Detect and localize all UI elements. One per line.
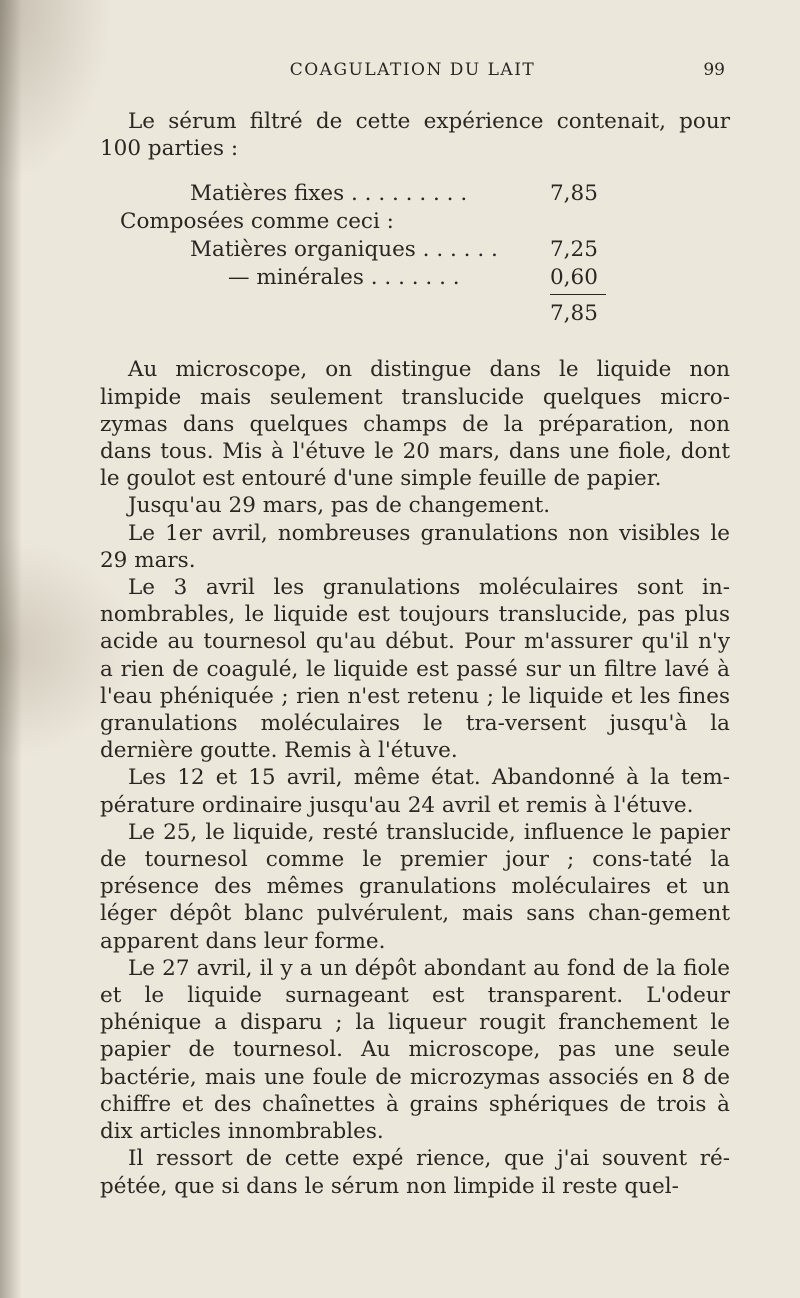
table-row [100, 236, 730, 263]
page-number: 99 [703, 60, 725, 80]
composition-table [100, 180, 730, 342]
paragraph: Au microscope, on distingue dans le liquide non limpide mais seulement translucide quelques micro-zymas dans quelques champs de la préparation, non dans tous. Mis à l'étuve le 20 mars, dans une fiole, dont le goulot est entouré d'une simple feuille de papier. [100, 357, 730, 492]
table-total-row [100, 300, 730, 327]
paragraph: Les 12 et 15 avril, même état. Abandonné à la tem-pérature ordinaire jusqu'au 24 avril et remis à l'étuve. [100, 765, 730, 818]
sum-rule [550, 294, 606, 295]
table-row-label: Matières organiques . . . . . . [190, 237, 498, 263]
table-row-value: 0,60 [550, 265, 598, 291]
paragraph: Le 3 avril les granulations moléculaires sont in-nombrables, le liquide est toujours translucide, pas plus acide au tournesol qu'au début. Pour m'assurer qu'il n'y a rien de coagulé, le liquide est passé sur un filtre lavé à l'eau phéniquée ; rien n'est retenu ; le liquide et les fines granulations moléculaires le tra-versent jusqu'à la dernière goutte. Remis à l'étuve. [100, 575, 730, 764]
table-row [100, 208, 730, 235]
table-row-label: Matières fixes . . . . . . . . . [190, 181, 468, 207]
paragraph: Le 25, le liquide, resté translucide, influence le papier de tournesol comme le premier jour ; cons-taté la présence des mêmes granulations moléculaires et un léger dépôt blanc pulvérulent, mais sans chan-gement apparent dans leur forme. [100, 819, 730, 954]
paragraph: Il ressort de cette expé rience, que j'ai souvent ré-pétée, que si dans le sérum non limpide il reste quel- [100, 1146, 730, 1199]
body-text [100, 108, 730, 1200]
table-total-value: 7,85 [550, 301, 598, 327]
table-row-value: 7,85 [550, 181, 598, 207]
paragraph: Le 1er avril, nombreuses granulations non visibles le 29 mars. [100, 520, 730, 573]
intro-paragraph: Le sérum filtré de cette expérience contenait, pour 100 parties : [100, 109, 730, 162]
table-row-value: 7,25 [550, 237, 598, 263]
paragraph: Le 27 avril, il y a un dépôt abondant au fond de la fiole et le liquide surnageant est transparent. L'odeur phénique a disparu ; la liqueur rougit franchement le papier de tournesol. Au microscope, pas une seule bactérie, mais une foule de microzymas associés en 8 de chiffre et des chaînettes à grains sphériques de trois à dix articles innombrables. [100, 955, 730, 1145]
table-row-label: Composées comme ceci : [120, 209, 394, 235]
page-gutter-shadow [0, 0, 22, 1298]
table-row [100, 180, 730, 207]
table-row-label: — minérales . . . . . . . [228, 265, 460, 291]
running-title: COAGULATION DU LAIT [289, 60, 536, 80]
running-head [100, 60, 725, 84]
table-row [100, 264, 730, 291]
paragraph: Jusqu'au 29 mars, pas de changement. [128, 493, 551, 519]
